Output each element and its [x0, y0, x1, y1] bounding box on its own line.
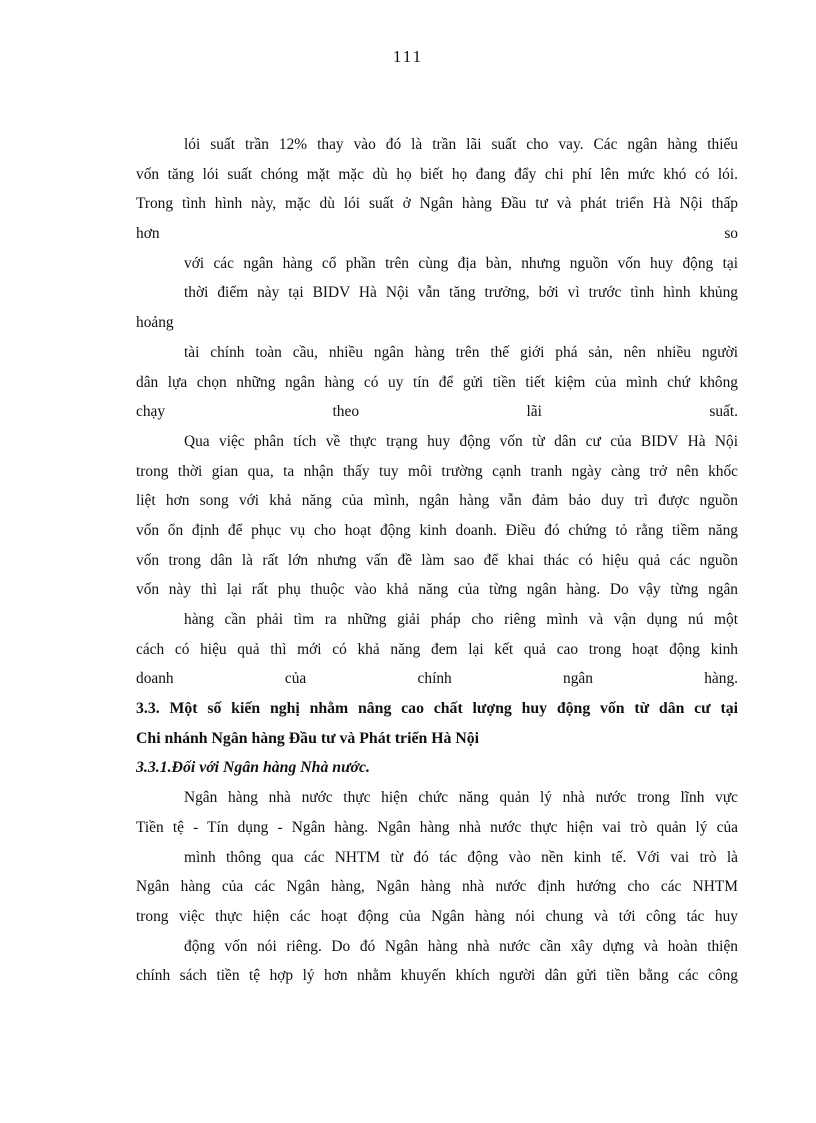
- text-line: trong việc thực hiện các hoạt động của Ngân hàng nói chung và tới công tác huy: [136, 907, 738, 925]
- text-line: Trong tình hình này, mặc dù lói suất ở Ngân hàng Đầu tư và phát triển Hà Nội thấp: [136, 195, 738, 213]
- text-line: Ngân hàng nhà nước thực hiện chức năng quản lý nhà nước trong lĩnh vực: [184, 789, 738, 807]
- text-line: dân lựa chọn những ngân hàng có uy tín để gửi tiền tiết kiệm của mình chứ không: [136, 373, 738, 391]
- text-line: vốn này thì lại rất phụ thuộc vào khả năng của từng ngân hàng. Do vậy từng ngân: [136, 581, 738, 599]
- text-line: tài chính toàn cầu, nhiều ngân hàng trên thế giới phá sản, nên nhiều người: [184, 343, 738, 361]
- text-line: vốn ổn định để phục vụ cho hoạt động kinh doanh. Điều đó chứng tỏ rằng tiềm năng: [136, 521, 738, 539]
- text-line: vốn trong dân là rất lớn nhưng vấn đề làm sao để khai thác có hiệu quả các nguồn: [136, 551, 738, 569]
- text-line: mình thông qua các NHTM từ đó tác động vào nền kinh tế. Với vai trò là: [184, 848, 738, 866]
- text-line: với các ngân hàng cổ phần trên cùng địa bàn, nhưng nguồn vốn huy động tại: [184, 254, 738, 272]
- text-line: cách có hiệu quả thì mới có khả năng đem lại kết quả cao trong hoạt động kinh: [136, 640, 738, 658]
- text-line: Ngân hàng của các Ngân hàng, Ngân hàng nhà nước định hướng cho các NHTM: [136, 878, 738, 896]
- text-line: lói suất trần 12% thay vào đó là trần lãi suất cho vay. Các ngân hàng thiếu: [184, 136, 738, 153]
- heading-line: 3.3. Một số kiến nghị nhằm nâng cao chất lượng huy động vốn từ dân cư tại: [136, 700, 738, 718]
- body-text: [136, 130, 738, 991]
- text-line: chính sách tiền tệ hợp lý hơn nhằm khuyến khích người dân gửi tiền bằng các công: [136, 967, 738, 985]
- text-line: hoảng: [136, 314, 174, 332]
- text-line: hàng cần phải tìm ra những giải pháp cho riêng mình và vận dụng nú một: [184, 611, 738, 628]
- text-line: doanh của chính ngân hàng.: [136, 670, 738, 688]
- heading-line: Chi nhánh Ngân hàng Đầu tư và Phát triển Hà Nội: [136, 729, 480, 747]
- text-line: thời điểm này tại BIDV Hà Nội vẫn tăng trưởng, bởi vì trước tình hình khủng: [184, 284, 738, 302]
- text-line: hơn so: [136, 225, 738, 243]
- text-line: động vốn nói riêng. Do đó Ngân hàng nhà nước cần xây dựng và hoàn thiện: [184, 937, 738, 955]
- heading-line: 3.3.1.Đối với Ngân hàng Nhà nước.: [136, 759, 370, 777]
- text-line: vốn tăng lói suất chóng mặt mặc dù họ biết họ đang đẩy chi phí lên mức khó có lói.: [136, 165, 738, 183]
- text-line: Qua việc phân tích về thực trạng huy động vốn từ dân cư của BIDV Hà Nội: [184, 432, 738, 450]
- page-number: 111: [392, 47, 424, 66]
- text-line: chạy theo lãi suất.: [136, 403, 738, 421]
- text-line: Tiền tệ - Tín dụng - Ngân hàng. Ngân hàng nhà nước thực hiện vai trò quản lý của: [136, 818, 738, 836]
- text-line: liệt hơn song với khả năng của mình, ngân hàng vẫn đảm bảo duy trì được nguồn: [136, 492, 738, 510]
- text-line: trong thời gian qua, ta nhận thấy tuy môi trường cạnh tranh ngày càng trở nên khốc: [136, 462, 738, 480]
